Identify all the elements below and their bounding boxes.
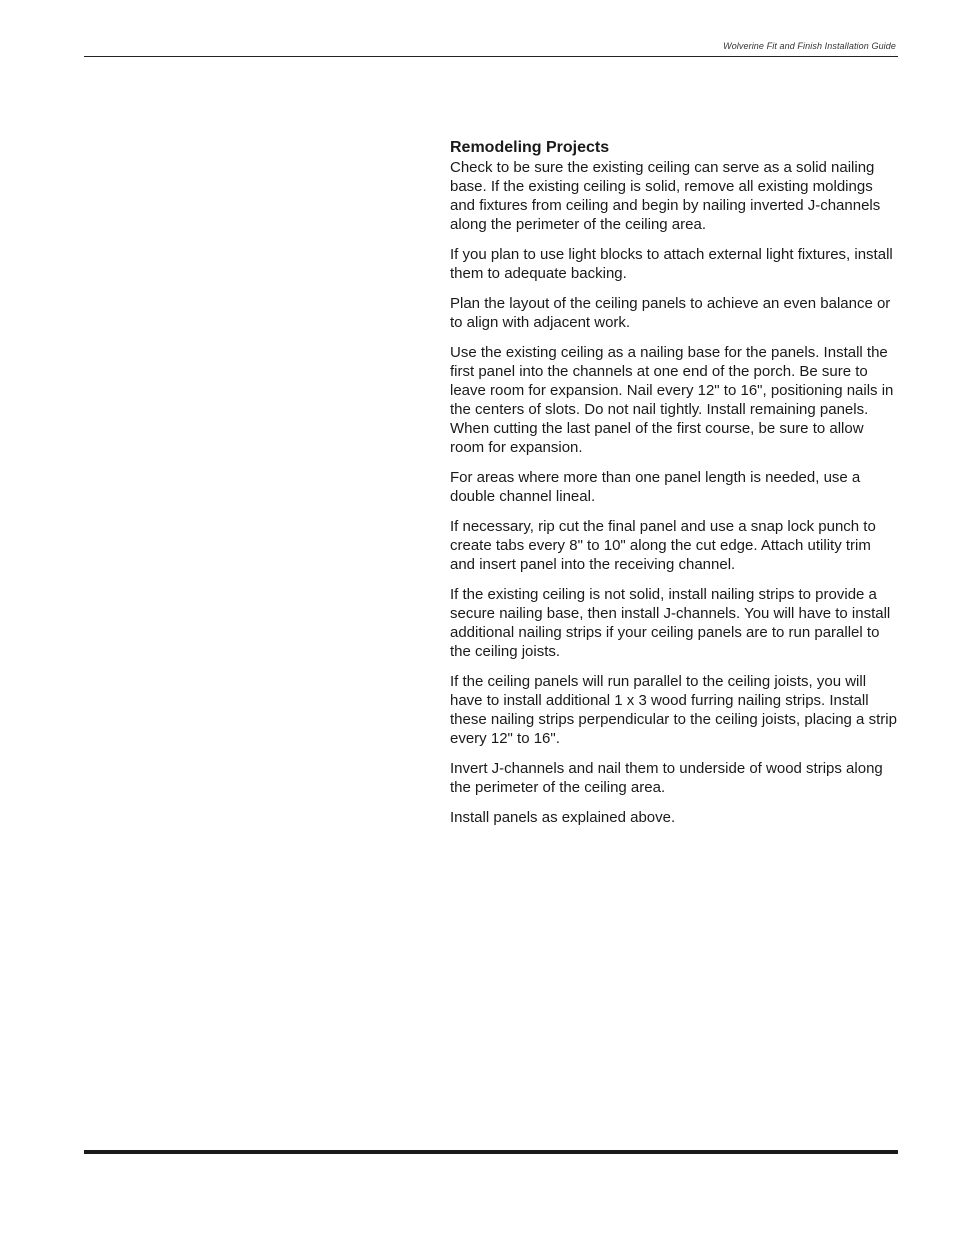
paragraph-install-panels: Install panels as explained above. [450, 809, 676, 826]
paragraph-double-channel: For areas where more than one panel length is needed, use a double channel lineal. [450, 469, 861, 505]
running-header-title: Wolverine Fit and Finish Installation Guide [723, 41, 896, 51]
paragraph-invert-j-channels: Invert J-channels and nail them to underside of wood strips along the perimeter of the ceiling area. [450, 760, 883, 796]
section-heading: Remodeling Projects [450, 139, 610, 156]
header-rule [84, 56, 898, 57]
paragraph-rip-cut: If necessary, rip cut the final panel and use a snap lock punch to create tabs every 8" to 10" along the cut edge. Attach utility trim and insert panel into the receiving channel. [450, 518, 876, 573]
paragraph-nailing-base: Use the existing ceiling as a nailing base for the panels. Install the first panel into the channels at one end of the porch. Be sure to leave room for expansion. Nail every 12" to 16", positioning nails in the centers of slots. Do not nail tightly. Install remaining panels. When cutting the last panel of the first course, be sure to allow room for expansion. [450, 344, 894, 456]
paragraph-plan-layout: Plan the layout of the ceiling panels to achieve an even balance or to align with adjacent work. [450, 295, 891, 331]
footer-rule [84, 1150, 898, 1154]
paragraph-parallel-joists: If the ceiling panels will run parallel to the ceiling joists, you will have to install additional 1 x 3 wood furring nailing strips. Install these nailing strips perpendicular to the ceiling joists, placing a strip every 12" to 16". [450, 673, 897, 747]
paragraph-existing-ceiling: Check to be sure the existing ceiling can serve as a solid nailing base. If the existing ceiling is solid, remove all existing moldings and fixtures from ceiling and begin by nailing inverted J-channels along the perimeter of the ceiling area. [450, 159, 881, 233]
main-content [450, 137, 900, 838]
paragraph-not-solid: If the existing ceiling is not solid, install nailing strips to provide a secure nailing base, then install J-channels. You will have to install additional nailing strips if your ceiling panels are to run parallel to the ceiling joists. [450, 586, 891, 660]
paragraph-light-blocks: If you plan to use light blocks to attach external light fixtures, install them to adequate backing. [450, 246, 893, 282]
